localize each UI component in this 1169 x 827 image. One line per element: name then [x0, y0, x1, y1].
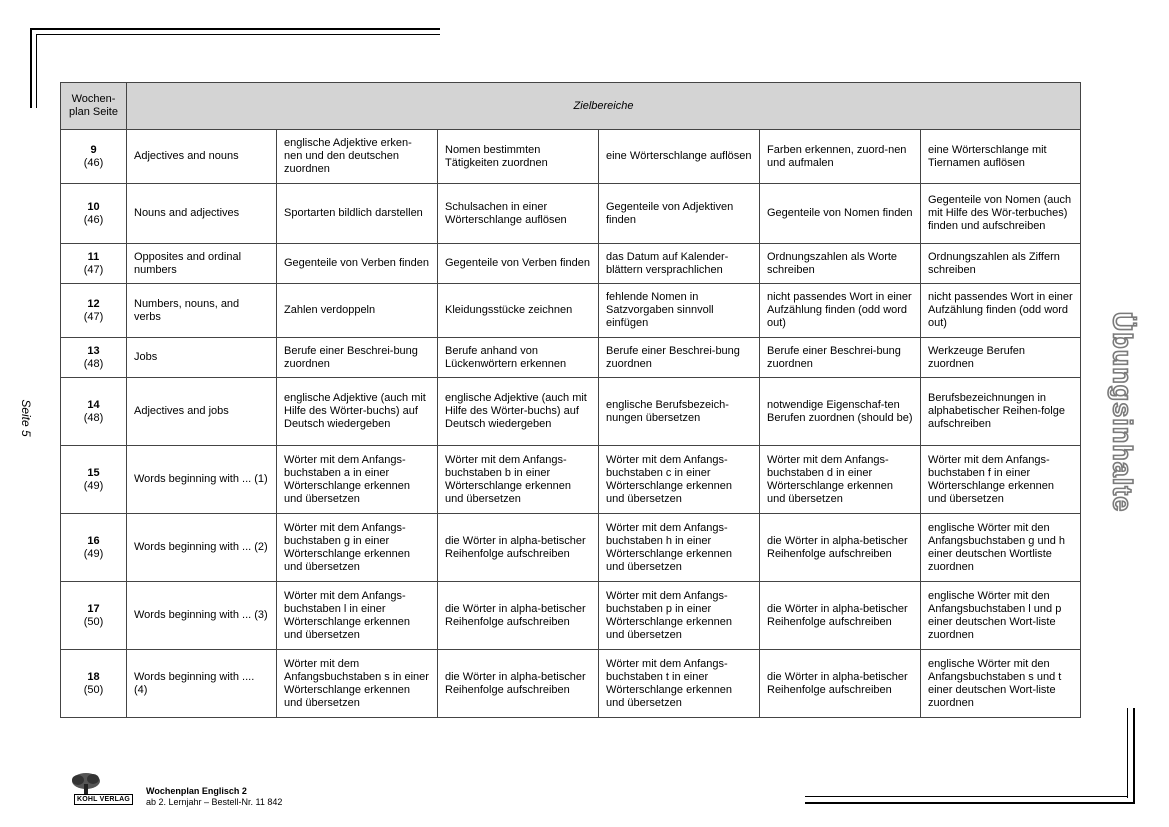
footer	[64, 772, 282, 808]
page-ref: (46)	[83, 156, 104, 169]
goal-cell: englische Wörter mit den Anfangsbuchstaben g und h einer deutschen Wortliste zuordnen	[921, 514, 1081, 582]
goal-cell: englische Berufsbezeich-nungen übersetzen	[599, 378, 760, 446]
table-row	[61, 582, 1081, 650]
goal-cell: Berufe einer Beschrei-bung zuordnen	[599, 338, 760, 378]
goal-cell: Berufe anhand von Lückenwörtern erkennen	[438, 338, 599, 378]
goal-cell: die Wörter in alpha-betischer Reihenfolge aufschreiben	[760, 650, 921, 718]
header-week-page: Wochen- plan Seite	[61, 83, 127, 130]
week-page-cell	[61, 130, 127, 184]
goal-cell: Gegenteile von Nomen (auch mit Hilfe des Wör-terbuches) finden und aufschreiben	[921, 184, 1081, 244]
tree-icon	[66, 772, 106, 796]
topic-title: Words beginning with ... (2)	[127, 514, 277, 582]
goal-cell: notwendige Eigenschaf-ten Berufen zuordnen (should be)	[760, 378, 921, 446]
goal-cell: nicht passendes Wort in einer Aufzählung finden (odd word out)	[760, 284, 921, 338]
goal-cell: Ordnungszahlen als Worte schreiben	[760, 244, 921, 284]
goal-cell: die Wörter in alpha-betischer Reihenfolge aufschreiben	[438, 650, 599, 718]
frame-line	[1127, 708, 1128, 798]
publisher-name: KOHL VERLAG	[74, 794, 133, 805]
goal-cell: Wörter mit dem Anfangs-buchstaben c in einer Wörterschlange erkennen und übersetzen	[599, 446, 760, 514]
goal-cell: Wörter mit dem Anfangs-buchstaben g in einer Wörterschlange erkennen und übersetzen	[277, 514, 438, 582]
goal-cell: die Wörter in alpha-betischer Reihenfolge aufschreiben	[760, 514, 921, 582]
table-row	[61, 378, 1081, 446]
page-ref: (47)	[83, 310, 104, 323]
frame-line	[36, 34, 37, 108]
frame-line	[805, 802, 1135, 804]
page-ref: (47)	[83, 263, 104, 276]
goal-cell: Gegenteile von Nomen finden	[760, 184, 921, 244]
page-ref: (48)	[83, 357, 104, 370]
section-title: Übungsinhalte	[1107, 311, 1138, 513]
goal-cell: Werkzeuge Berufen zuordnen	[921, 338, 1081, 378]
page-ref: (49)	[83, 479, 104, 492]
goal-cell: Nomen bestimmten Tätigkeiten zuordnen	[438, 130, 599, 184]
goal-cell: englische Wörter mit den Anfangsbuchstaben s und t einer deutschen Wort-liste zuordnen	[921, 650, 1081, 718]
contents-table	[60, 82, 1081, 718]
frame-line	[805, 796, 1128, 797]
week-number: 10	[87, 200, 100, 213]
frame-line	[1133, 708, 1135, 804]
goal-cell: eine Wörterschlange mit Tiernamen auflösen	[921, 130, 1081, 184]
goal-cell: Wörter mit dem Anfangs-buchstaben p in einer Wörterschlange erkennen und übersetzen	[599, 582, 760, 650]
week-page-cell	[61, 244, 127, 284]
goal-cell: eine Wörterschlange auflösen	[599, 130, 760, 184]
goal-cell: Berufe einer Beschrei-bung zuordnen	[760, 338, 921, 378]
goal-cell: Wörter mit dem Anfangs-buchstaben f in einer Wörterschlange erkennen und übersetzen	[921, 446, 1081, 514]
header-goals: Zielbereiche	[127, 83, 1081, 130]
page-number: Seite 5	[19, 399, 33, 437]
week-number: 12	[87, 297, 100, 310]
goal-cell: englische Adjektive erken-nen und den deutschen zuordnen	[277, 130, 438, 184]
goal-cell: Wörter mit dem Anfangs-buchstaben t in einer Wörterschlange erkennen und übersetzen	[599, 650, 760, 718]
page-ref: (48)	[83, 411, 104, 424]
goal-cell: nicht passendes Wort in einer Aufzählung finden (odd word out)	[921, 284, 1081, 338]
week-number: 17	[87, 602, 100, 615]
week-page-cell	[61, 378, 127, 446]
goal-cell: Wörter mit dem Anfangs-buchstaben h in einer Wörterschlange erkennen und übersetzen	[599, 514, 760, 582]
frame-line	[30, 28, 440, 30]
goal-cell: englische Wörter mit den Anfangsbuchstaben l und p einer deutschen Wort-liste zuordnen	[921, 582, 1081, 650]
book-title: Wochenplan Englisch 2	[146, 786, 247, 796]
goal-cell: das Datum auf Kalender-blättern versprachlichen	[599, 244, 760, 284]
publisher-logo	[64, 772, 136, 808]
week-page-cell	[61, 582, 127, 650]
table-row	[61, 184, 1081, 244]
topic-title: Words beginning with .... (4)	[127, 650, 277, 718]
table-row	[61, 446, 1081, 514]
page-ref: (50)	[83, 683, 104, 696]
table-row	[61, 514, 1081, 582]
book-subtitle: ab 2. Lernjahr – Bestell-Nr. 11 842	[146, 797, 283, 807]
topic-title: Adjectives and jobs	[127, 378, 277, 446]
goal-cell: Wörter mit dem Anfangs-buchstaben b in einer Wörterschlange erkennen und übersetzen	[438, 446, 599, 514]
goal-cell: Farben erkennen, zuord-nen und aufmalen	[760, 130, 921, 184]
goal-cell: Wörter mit dem Anfangs-buchstaben l in einer Wörterschlange erkennen und übersetzen	[277, 582, 438, 650]
goal-cell: Berufe einer Beschrei-bung zuordnen	[277, 338, 438, 378]
week-number: 13	[87, 344, 100, 357]
week-page-cell	[61, 338, 127, 378]
page-ref: (46)	[83, 213, 104, 226]
frame-line	[30, 28, 32, 108]
week-number: 16	[87, 534, 100, 547]
goal-cell: die Wörter in alpha-betischer Reihenfolge aufschreiben	[760, 582, 921, 650]
week-number: 15	[87, 466, 100, 479]
topic-title: Opposites and ordinal numbers	[127, 244, 277, 284]
goal-cell: englische Adjektive (auch mit Hilfe des Wörter-buchs) auf Deutsch wiedergeben	[438, 378, 599, 446]
goal-cell: die Wörter in alpha-betischer Reihenfolge aufschreiben	[438, 582, 599, 650]
topic-title: Jobs	[127, 338, 277, 378]
frame-line	[36, 34, 440, 35]
topic-title: Nouns and adjectives	[127, 184, 277, 244]
week-page-cell	[61, 514, 127, 582]
goal-cell: Kleidungsstücke zeichnen	[438, 284, 599, 338]
goal-cell: Zahlen verdoppeln	[277, 284, 438, 338]
goal-cell: Gegenteile von Verben finden	[438, 244, 599, 284]
goal-cell: Berufsbezeichnungen in alphabetischer Reihen-folge aufschreiben	[921, 378, 1081, 446]
page-ref: (49)	[83, 547, 104, 560]
page-ref: (50)	[83, 615, 104, 628]
goal-cell: fehlende Nomen in Satzvorgaben sinnvoll einfügen	[599, 284, 760, 338]
week-page-cell	[61, 184, 127, 244]
goal-cell: Gegenteile von Verben finden	[277, 244, 438, 284]
week-number: 9	[90, 143, 97, 156]
topic-title: Adjectives and nouns	[127, 130, 277, 184]
table-row	[61, 244, 1081, 284]
topic-title: Words beginning with ... (3)	[127, 582, 277, 650]
table-row	[61, 338, 1081, 378]
goal-cell: Wörter mit dem Anfangs-buchstaben d in einer Wörterschlange erkennen und übersetzen	[760, 446, 921, 514]
table-row	[61, 650, 1081, 718]
topic-title: Words beginning with ... (1)	[127, 446, 277, 514]
goal-cell: Sportarten bildlich darstellen	[277, 184, 438, 244]
goal-cell: englische Adjektive (auch mit Hilfe des Wörter-buchs) auf Deutsch wiedergeben	[277, 378, 438, 446]
week-page-cell	[61, 650, 127, 718]
table-row	[61, 130, 1081, 184]
week-number: 11	[87, 250, 100, 263]
goal-cell: die Wörter in alpha-betischer Reihenfolge aufschreiben	[438, 514, 599, 582]
goal-cell: Wörter mit dem Anfangs-buchstaben a in einer Wörterschlange erkennen und übersetzen	[277, 446, 438, 514]
table-body	[61, 130, 1081, 718]
table-row	[61, 284, 1081, 338]
week-page-cell	[61, 446, 127, 514]
week-number: 14	[87, 398, 100, 411]
goal-cell: Ordnungszahlen als Ziffern schreiben	[921, 244, 1081, 284]
week-page-cell	[61, 284, 127, 338]
topic-title: Numbers, nouns, and verbs	[127, 284, 277, 338]
week-number: 18	[87, 670, 100, 683]
goal-cell: Wörter mit dem Anfangsbuchstaben s in einer Wörterschlange erkennen und übersetzen	[277, 650, 438, 718]
goal-cell: Gegenteile von Adjektiven finden	[599, 184, 760, 244]
goal-cell: Schulsachen in einer Wörterschlange auflösen	[438, 184, 599, 244]
